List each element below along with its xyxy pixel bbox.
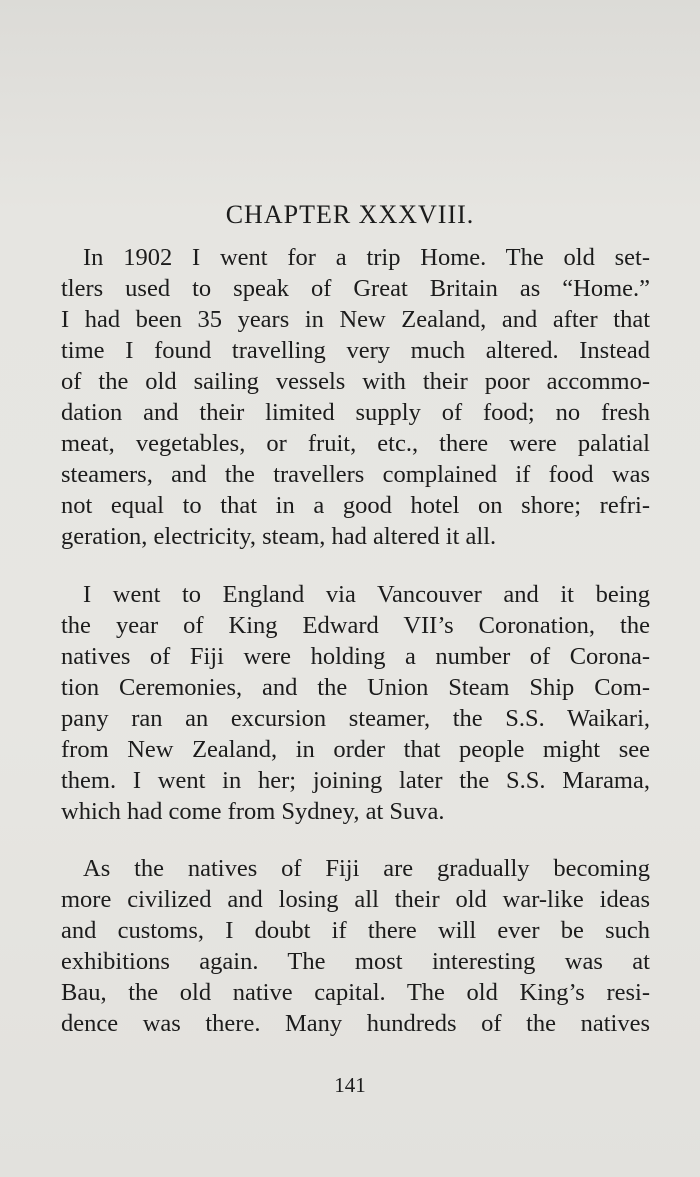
paragraph-line: pany ran an excursion steamer, the S.S. Waikari, <box>61 705 650 732</box>
paragraph-3 <box>61 853 650 1039</box>
paragraph-line: dation and their limited supply of food; no fresh <box>61 399 650 426</box>
page-number: 141 <box>334 1073 366 1097</box>
paragraph-line: natives of Fiji were holding a number of Corona- <box>61 643 650 670</box>
paragraph-line: tion Ceremonies, and the Union Steam Ship Com- <box>61 674 650 701</box>
paragraph-line: exhibitions again. The most interesting was at <box>61 948 650 975</box>
paragraph-line: and customs, I doubt if there will ever be such <box>61 917 650 944</box>
paragraph-line: not equal to that in a good hotel on shore; refri- <box>61 492 650 519</box>
paragraph-line: In 1902 I went for a trip Home. The old set- <box>83 244 650 271</box>
paragraph-line: geration, electricity, steam, had altered it all. <box>61 523 497 550</box>
paragraph-line: which had come from Sydney, at Suva. <box>61 798 445 825</box>
paragraph-line: steamers, and the travellers complained if food was <box>61 461 650 488</box>
paragraph-1 <box>61 242 650 552</box>
paragraph-line: more civilized and losing all their old war-like ideas <box>61 886 650 913</box>
paragraph-line: I went to England via Vancouver and it being <box>83 581 650 608</box>
paragraph-line: of the old sailing vessels with their poor accommo- <box>61 368 650 395</box>
paragraph-line: time I found travelling very much altered. Instead <box>61 337 650 364</box>
chapter-title: CHAPTER XXXVIII. <box>225 200 475 229</box>
paragraph-line: I had been 35 years in New Zealand, and after that <box>61 306 650 333</box>
paragraph-line: from New Zealand, in order that people might see <box>61 736 650 763</box>
paragraph-line: dence was there. Many hundreds of the natives <box>61 1010 650 1037</box>
paragraph-line: As the natives of Fiji are gradually becoming <box>83 855 650 882</box>
paragraph-line: them. I went in her; joining later the S.S. Marama, <box>61 767 650 794</box>
paragraph-line: Bau, the old native capital. The old King’s resi- <box>61 979 650 1006</box>
paragraph-2 <box>61 579 650 827</box>
paragraph-line: tlers used to speak of Great Britain as “Home.” <box>61 275 650 302</box>
paragraph-line: the year of King Edward VII’s Coronation, the <box>61 612 650 639</box>
paragraph-line: meat, vegetables, or fruit, etc., there were palatial <box>61 430 650 457</box>
